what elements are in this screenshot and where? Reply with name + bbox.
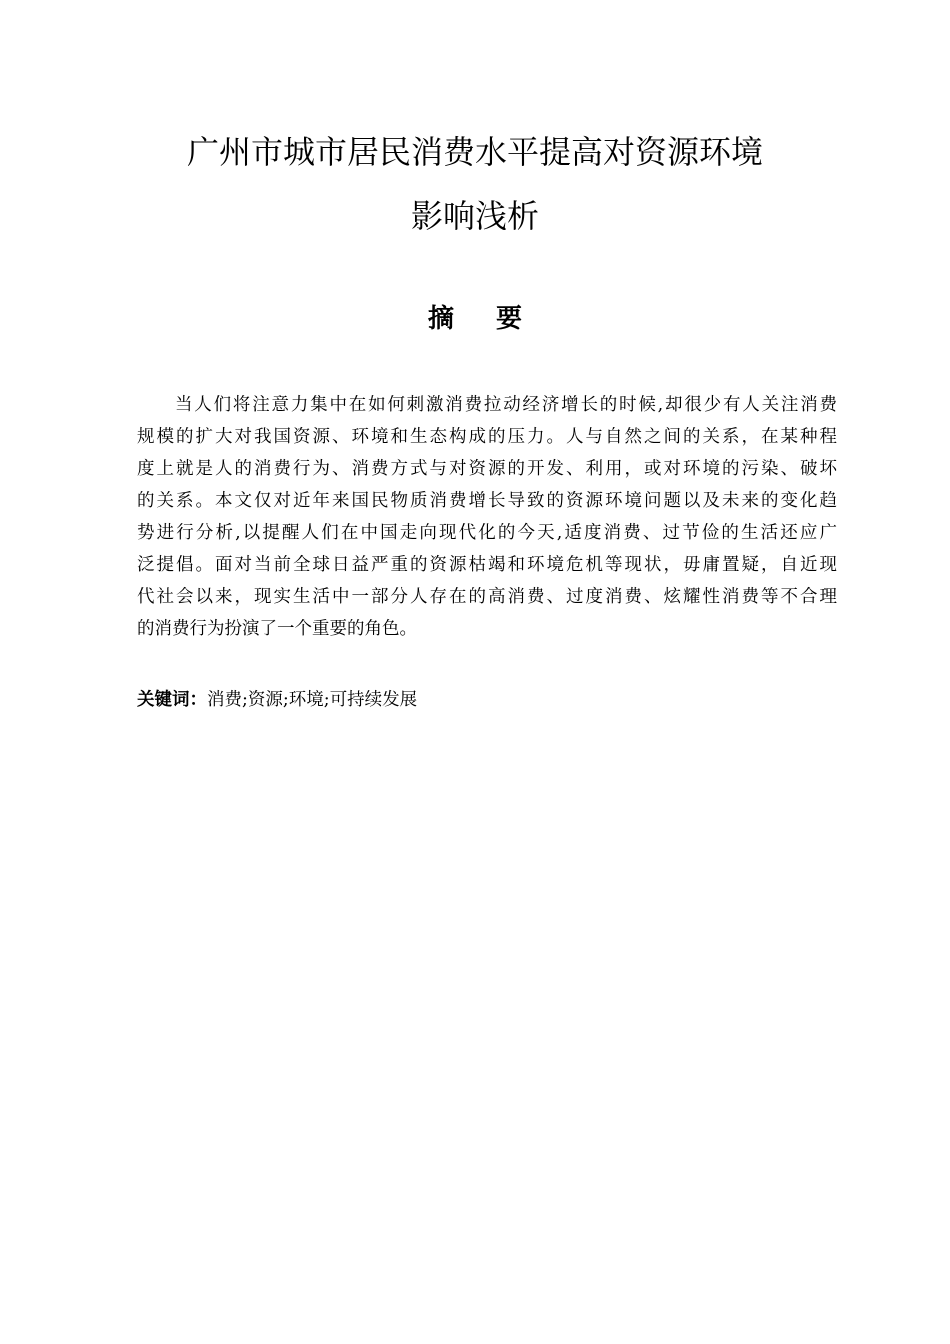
abstract-line: 泛提倡。面对当前全球日益严重的资源枯竭和环境危机等现状，毋庸置疑，自近现 xyxy=(137,555,837,575)
document-title-line-1: 广州市城市居民消费水平提高对资源环境 xyxy=(186,133,763,171)
abstract-body xyxy=(137,389,837,645)
document-title-line-2: 影响浅析 xyxy=(410,197,539,235)
abstract-line: 的关系。本文仅对近年来国民物质消费增长导致的资源环境问题以及未来的变化趋 xyxy=(137,491,837,511)
abstract-line: 的消费行为扮演了一个重要的角色。 xyxy=(137,619,417,639)
keywords-line xyxy=(137,686,417,714)
abstract-line: 规模的扩大对我国资源、环境和生态构成的压力。人与自然之间的关系，在某种程 xyxy=(137,427,837,447)
keywords-value: 消费;资源;环境;可持续发展 xyxy=(207,690,418,710)
abstract-line: 当人们将注意力集中在如何刺激消费拉动经济增长的时候,却很少有人关注消费 xyxy=(175,395,837,415)
abstract-line: 势进行分析,以提醒人们在中国走向现代化的今天,适度消费、过节俭的生活还应广 xyxy=(137,523,837,543)
keywords-label: 关键词： xyxy=(137,690,207,710)
abstract-line: 度上就是人的消费行为、消费方式与对资源的开发、利用，或对环境的污染、破坏 xyxy=(137,459,837,479)
abstract-line: 代社会以来，现实生活中一部分人存在的高消费、过度消费、炫耀性消费等不合理 xyxy=(137,587,837,607)
abstract-heading: 摘要 xyxy=(427,304,564,334)
